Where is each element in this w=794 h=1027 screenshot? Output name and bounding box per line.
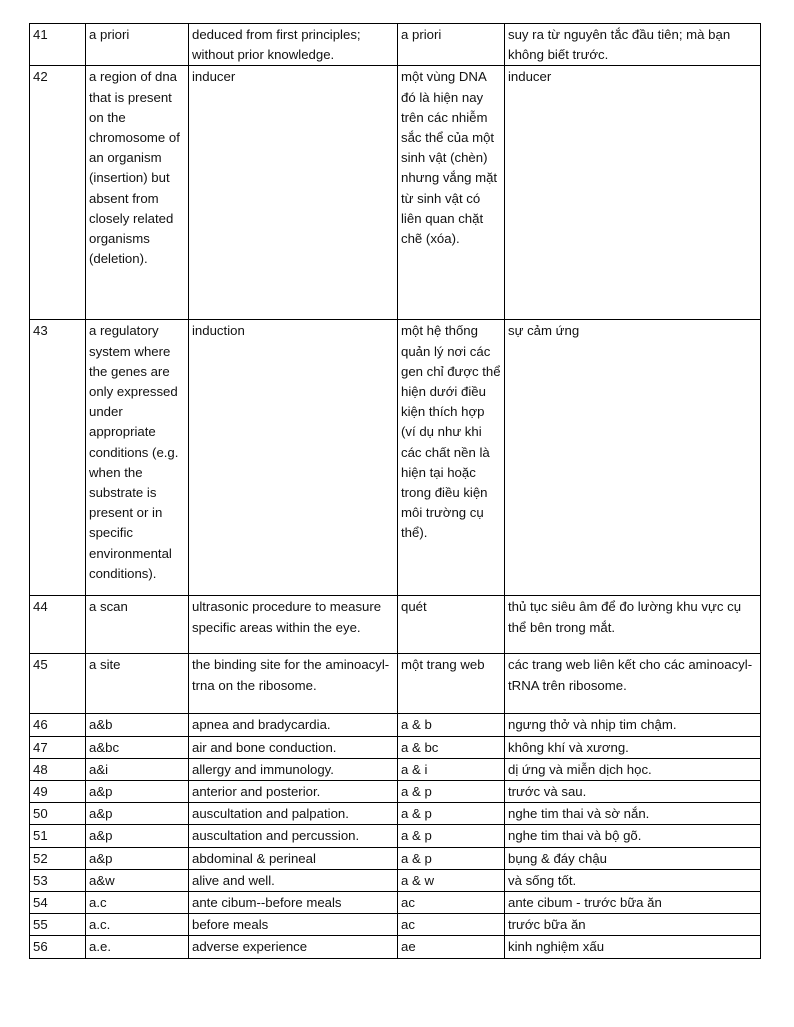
- glossary-table: [29, 23, 761, 959]
- term-vi-cell: a & b: [398, 714, 505, 736]
- term-cell: a.c: [86, 892, 189, 914]
- row-number: 50: [30, 803, 86, 825]
- definition-cell: ultrasonic procedure to measure specific areas within the eye.: [189, 596, 398, 654]
- definition-vi-cell: trước bữa ăn: [505, 914, 761, 936]
- term-cell: a&p: [86, 825, 189, 847]
- term-cell: a priori: [86, 24, 189, 66]
- term-vi-cell: a & p: [398, 825, 505, 847]
- term-cell: a region of dna that is present on the chromosome of an organism (insertion) but absent from closely related organisms (deletion).: [86, 66, 189, 320]
- definition-cell: induction: [189, 320, 398, 596]
- table-row: [30, 803, 761, 825]
- definition-cell: deduced from first principles; without prior knowledge.: [189, 24, 398, 66]
- row-number: 48: [30, 758, 86, 780]
- row-number: 49: [30, 781, 86, 803]
- definition-cell: inducer: [189, 66, 398, 320]
- term-cell: a&p: [86, 803, 189, 825]
- table-row: [30, 596, 761, 654]
- definition-vi-cell: ngưng thở và nhịp tim chậm.: [505, 714, 761, 736]
- definition-cell: ante cibum--before meals: [189, 892, 398, 914]
- term-cell: a regulatory system where the genes are only expressed under appropriate conditions (e.g. when the substrate is present or in specific environmental conditions).: [86, 320, 189, 596]
- definition-vi-cell: ante cibum - trước bữa ăn: [505, 892, 761, 914]
- table-row: [30, 320, 761, 596]
- definition-cell: the binding site for the aminoacyl-trna on the ribosome.: [189, 654, 398, 714]
- table-row: [30, 825, 761, 847]
- term-vi-cell: một vùng DNA đó là hiện nay trên các nhiễm sắc thể của một sinh vật (chèn) nhưng vắng mặt từ sinh vật có liên quan chặt chẽ (xóa).: [398, 66, 505, 320]
- definition-vi-cell: các trang web liên kết cho các aminoacyl-tRNA trên ribosome.: [505, 654, 761, 714]
- term-vi-cell: a & w: [398, 869, 505, 891]
- table-row: [30, 24, 761, 66]
- definition-cell: before meals: [189, 914, 398, 936]
- term-vi-cell: a & i: [398, 758, 505, 780]
- row-number: 41: [30, 24, 86, 66]
- table-row: [30, 758, 761, 780]
- table-row: [30, 869, 761, 891]
- table-row: [30, 847, 761, 869]
- row-number: 44: [30, 596, 86, 654]
- row-number: 55: [30, 914, 86, 936]
- definition-cell: anterior and posterior.: [189, 781, 398, 803]
- row-number: 46: [30, 714, 86, 736]
- definition-vi-cell: suy ra từ nguyên tắc đầu tiên; mà bạn không biết trước.: [505, 24, 761, 66]
- term-vi-cell: a priori: [398, 24, 505, 66]
- table-row: [30, 914, 761, 936]
- term-cell: a.c.: [86, 914, 189, 936]
- table-row: [30, 892, 761, 914]
- definition-vi-cell: thủ tục siêu âm để đo lường khu vực cụ thể bên trong mắt.: [505, 596, 761, 654]
- term-cell: a&w: [86, 869, 189, 891]
- definition-vi-cell: sự cảm ứng: [505, 320, 761, 596]
- table-row: [30, 66, 761, 320]
- term-cell: a&p: [86, 847, 189, 869]
- definition-cell: apnea and bradycardia.: [189, 714, 398, 736]
- definition-vi-cell: bụng & đáy chậu: [505, 847, 761, 869]
- term-vi-cell: ac: [398, 892, 505, 914]
- row-number: 43: [30, 320, 86, 596]
- row-number: 42: [30, 66, 86, 320]
- row-number: 45: [30, 654, 86, 714]
- term-vi-cell: a & bc: [398, 736, 505, 758]
- definition-vi-cell: dị ứng và miễn dịch học.: [505, 758, 761, 780]
- definition-vi-cell: không khí và xương.: [505, 736, 761, 758]
- term-vi-cell: một hệ thống quản lý nơi các gen chỉ được thể hiện dưới điều kiện thích hợp (ví dụ như khi các chất nền là hiện tại hoặc trong điều kiện môi trường cụ thể).: [398, 320, 505, 596]
- term-vi-cell: a & p: [398, 847, 505, 869]
- term-vi-cell: ac: [398, 914, 505, 936]
- row-number: 51: [30, 825, 86, 847]
- row-number: 52: [30, 847, 86, 869]
- table-row: [30, 936, 761, 958]
- table-row: [30, 736, 761, 758]
- definition-vi-cell: kinh nghiệm xấu: [505, 936, 761, 958]
- row-number: 47: [30, 736, 86, 758]
- term-cell: a site: [86, 654, 189, 714]
- term-cell: a.e.: [86, 936, 189, 958]
- definition-cell: auscultation and palpation.: [189, 803, 398, 825]
- definition-cell: alive and well.: [189, 869, 398, 891]
- definition-cell: allergy and immunology.: [189, 758, 398, 780]
- definition-cell: auscultation and percussion.: [189, 825, 398, 847]
- table-row: [30, 781, 761, 803]
- term-vi-cell: ae: [398, 936, 505, 958]
- term-vi-cell: a & p: [398, 781, 505, 803]
- term-cell: a&i: [86, 758, 189, 780]
- term-vi-cell: quét: [398, 596, 505, 654]
- definition-cell: air and bone conduction.: [189, 736, 398, 758]
- definition-vi-cell: và sống tốt.: [505, 869, 761, 891]
- row-number: 53: [30, 869, 86, 891]
- term-cell: a&p: [86, 781, 189, 803]
- term-vi-cell: một trang web: [398, 654, 505, 714]
- row-number: 56: [30, 936, 86, 958]
- row-number: 54: [30, 892, 86, 914]
- definition-vi-cell: inducer: [505, 66, 761, 320]
- definition-vi-cell: nghe tim thai và bộ gõ.: [505, 825, 761, 847]
- table-row: [30, 654, 761, 714]
- definition-vi-cell: nghe tim thai và sờ nắn.: [505, 803, 761, 825]
- term-cell: a&b: [86, 714, 189, 736]
- definition-cell: adverse experience: [189, 936, 398, 958]
- definition-cell: abdominal & perineal: [189, 847, 398, 869]
- term-cell: a scan: [86, 596, 189, 654]
- definition-vi-cell: trước và sau.: [505, 781, 761, 803]
- table-row: [30, 714, 761, 736]
- term-cell: a&bc: [86, 736, 189, 758]
- term-vi-cell: a & p: [398, 803, 505, 825]
